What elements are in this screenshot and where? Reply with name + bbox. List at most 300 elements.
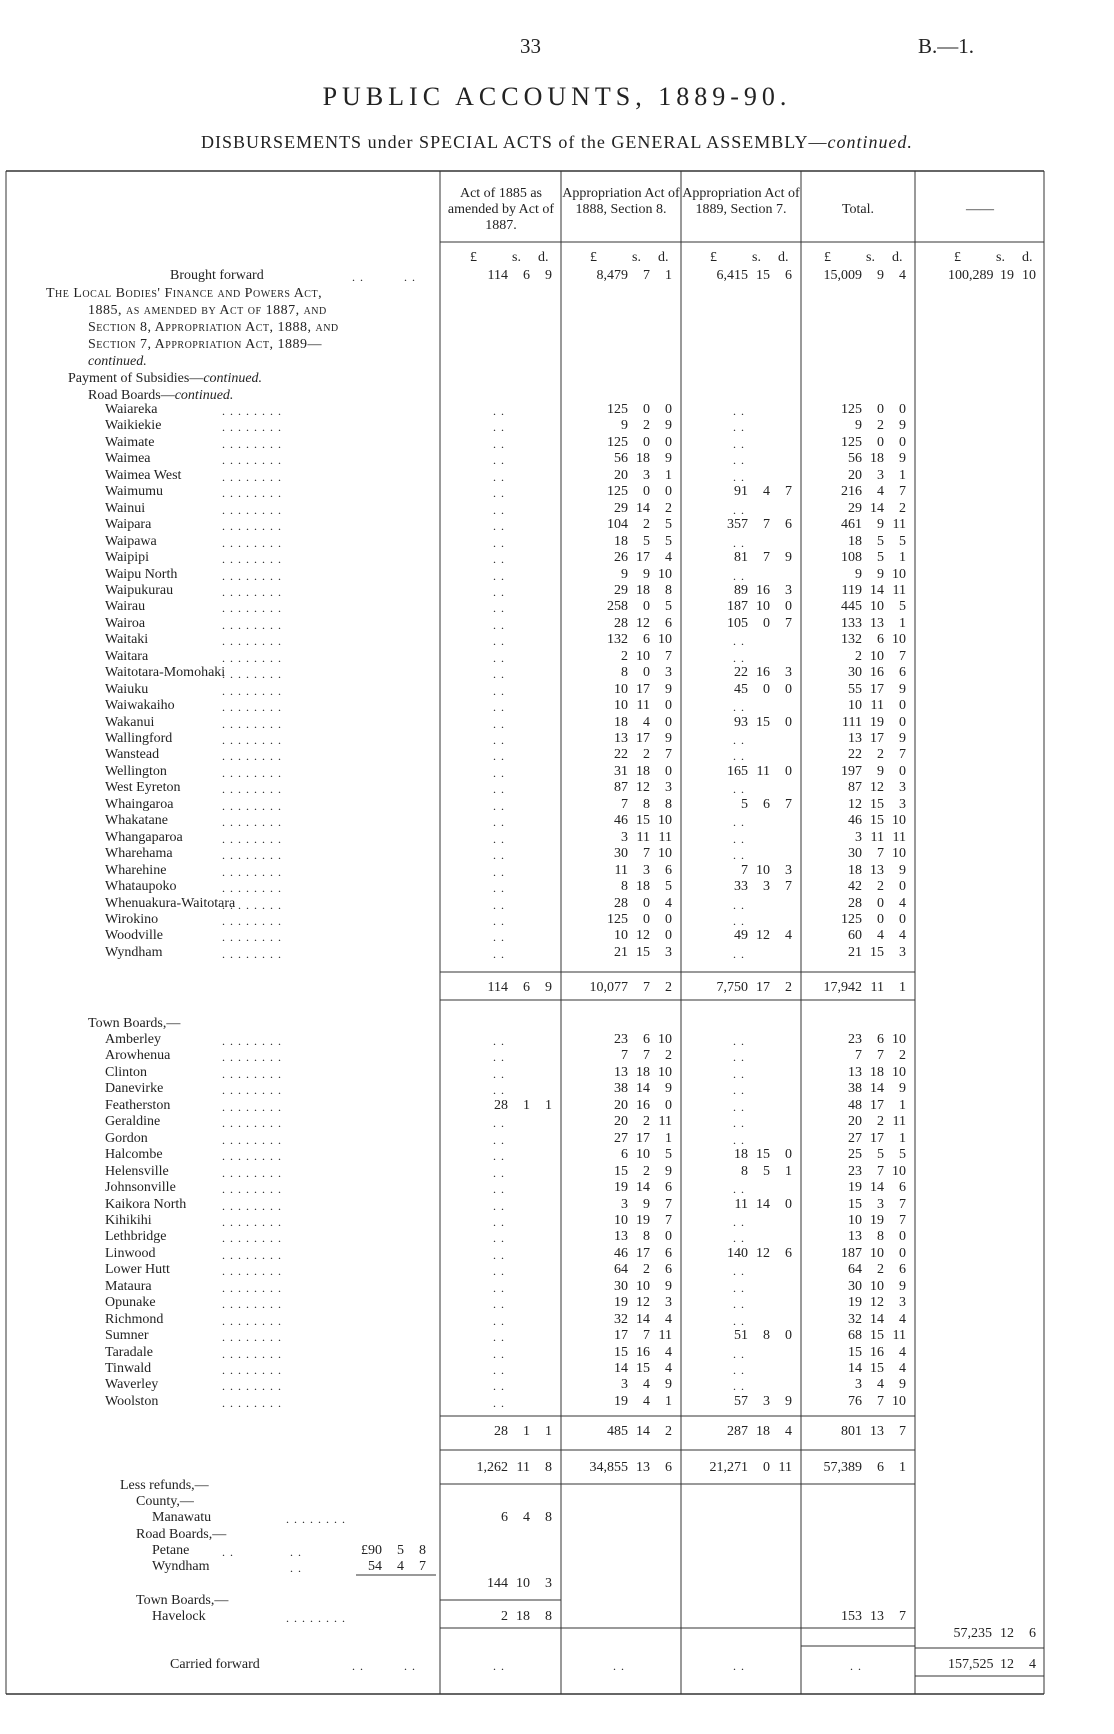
amount-shillings: 0	[643, 402, 650, 417]
amount-pence: 5	[665, 1147, 672, 1163]
amount-appropriation-1889	[704, 797, 792, 813]
amount-total	[818, 682, 906, 698]
amount-pence: 1	[665, 1130, 672, 1146]
board-name: Whangaparoa	[105, 829, 183, 845]
amount-appropriation-1888	[584, 1394, 672, 1410]
amount-appropriation-1889	[704, 484, 792, 500]
amount-pence: 10	[892, 846, 906, 862]
amount-appropriation-1888	[584, 534, 672, 550]
empty-cell-dots: . .	[733, 1280, 745, 1295]
amount-appropriation-1889	[704, 1164, 792, 1180]
amount-shillings: 3	[877, 1196, 884, 1212]
row-leader-dots: . . . . . . . .	[222, 519, 282, 534]
empty-cell-dots: . .	[493, 1198, 505, 1213]
amount-pounds: 7	[741, 862, 748, 878]
empty-cell-dots: . .	[493, 568, 505, 583]
column-header-act-1885: Act of 1885 as amended by Act of 1887.	[447, 186, 555, 233]
amount-shillings: 17	[636, 681, 650, 697]
amount-pence: 3	[665, 1295, 672, 1311]
board-name: Helensville	[105, 1163, 169, 1179]
carried-forward-amount	[948, 1657, 1036, 1673]
row-leader-dots: . . . . . . . .	[222, 601, 282, 616]
town-boards-refund-heading: Town Boards,—	[136, 1593, 229, 1608]
amount-shillings: 14	[756, 1196, 770, 1212]
amount-appropriation-1888	[584, 599, 672, 615]
amount-pounds: 19	[848, 1295, 862, 1311]
currency-pence-label: d.	[538, 250, 549, 265]
amount-shillings: 12	[756, 928, 770, 944]
amount-pence: 0	[665, 911, 672, 927]
amount-shillings: 11	[870, 829, 884, 845]
row-leader-dots: . . . . . . . .	[222, 881, 282, 896]
amount-pounds: 7,750	[716, 980, 748, 995]
refund-name: Petane	[152, 1543, 190, 1558]
amount-pounds: 93	[734, 714, 748, 730]
amount-total	[818, 945, 906, 961]
amount-pounds: 6	[501, 1510, 508, 1525]
amount-appropriation-1888	[584, 418, 672, 434]
amount-pounds: 13	[614, 1064, 628, 1080]
amount-total	[818, 912, 906, 928]
amount-appropriation-1889	[704, 682, 792, 698]
amount-pounds: 3	[621, 1377, 628, 1393]
amount-appropriation-1888	[584, 945, 672, 961]
board-name: Wainui	[105, 500, 146, 516]
empty-cell-dots: . .	[733, 1363, 745, 1377]
amount-pence: 0	[899, 434, 906, 450]
amount-pounds: 22	[734, 665, 748, 681]
amount-shillings: 12	[636, 928, 650, 944]
amount-shillings: 18	[636, 582, 650, 598]
amount-pence: 7	[899, 747, 906, 763]
amount-pounds: 32	[614, 1311, 628, 1327]
amount-total	[818, 649, 906, 665]
row-leader-dots: . . . . . . . .	[222, 1247, 282, 1262]
road-boards-subtotal	[464, 980, 552, 996]
amount-appropriation-1889	[704, 616, 792, 632]
amount-shillings: 4	[523, 1510, 530, 1525]
amount-appropriation-1889	[704, 863, 792, 879]
amount-shillings: 5	[877, 550, 884, 566]
empty-cell-dots: . .	[493, 1659, 505, 1673]
empty-cell-dots: . .	[733, 1034, 745, 1048]
empty-cell-dots: . .	[493, 584, 505, 599]
amount-pence: 0	[899, 911, 906, 927]
act-heading-continued: continued.	[88, 354, 147, 369]
refund-name: Havelock	[152, 1609, 206, 1624]
amount-shillings: 4	[643, 1393, 650, 1409]
amount-shillings: 4	[643, 1377, 650, 1393]
amount-appropriation-1889	[704, 1197, 792, 1213]
empty-cell-dots: . .	[733, 535, 745, 550]
page-subtitle: DISBURSEMENTS under SPECIAL ACTS of the GENERAL ASSEMBLY—continued.	[201, 132, 913, 152]
empty-cell-dots: . .	[733, 733, 745, 747]
amount-pounds: 30	[614, 846, 628, 862]
amount-pence: 7	[899, 1424, 906, 1439]
amount-shillings: 5	[763, 1163, 770, 1179]
amount-shillings: 0	[643, 484, 650, 500]
board-name: Amberley	[105, 1032, 161, 1047]
amount-shillings: 15	[870, 944, 884, 960]
amount-shillings: 4	[877, 1377, 884, 1393]
amount-pence: 9	[665, 1377, 672, 1393]
column-header-blank: ——	[966, 202, 994, 217]
amount-shillings: 6	[523, 268, 530, 283]
amount-shillings: 15	[756, 268, 770, 283]
amount-pounds: 17	[614, 1328, 628, 1344]
amount-pence: 9	[665, 1278, 672, 1294]
refund-sub-amount-petane	[338, 1543, 426, 1559]
amount-pence: 9	[899, 1081, 906, 1097]
empty-cell-dots: . .	[493, 535, 505, 550]
board-name: Wellington	[105, 763, 167, 779]
amount-shillings: 18	[516, 1609, 530, 1624]
empty-cell-dots: . .	[733, 1099, 745, 1114]
amount-pence: 0	[899, 1229, 906, 1245]
amount-pence: 0	[665, 434, 672, 450]
amount-shillings: 8	[643, 1229, 650, 1245]
empty-cell-dots: . .	[493, 1363, 505, 1377]
amount-shillings: 19	[870, 714, 884, 730]
amount-shillings: 7	[643, 980, 650, 995]
amount-part: 5	[397, 1543, 404, 1558]
amount-shillings: 6	[643, 1032, 650, 1047]
amount-pounds: 357	[727, 517, 748, 533]
amount-pence: 4	[899, 895, 906, 911]
amount-pence: 4	[899, 928, 906, 944]
board-name: Wallingford	[105, 731, 173, 746]
empty-cell-dots: . .	[493, 798, 505, 813]
continued-text: continued.	[203, 371, 263, 386]
empty-cell-dots: . .	[493, 601, 505, 616]
amount-pounds: 197	[841, 763, 862, 779]
amount-pence: 1	[899, 615, 906, 631]
empty-cell-dots: . .	[733, 1379, 745, 1394]
amount-shillings: 10	[870, 599, 884, 615]
amount-pounds: 6,415	[716, 268, 748, 283]
amount-appropriation-1888	[584, 665, 672, 681]
amount-pounds: 10	[614, 1212, 628, 1228]
empty-cell-dots: . .	[733, 1264, 745, 1279]
amount-pence: 3	[545, 1576, 552, 1591]
board-name: Gordon	[105, 1130, 148, 1146]
amount-pence: 0	[899, 879, 906, 895]
amount-appropriation-1888	[584, 698, 672, 714]
amount-pounds: 461	[841, 517, 862, 533]
board-name: Arowhenua	[105, 1048, 171, 1064]
amount-pence: 7	[785, 796, 792, 812]
amount-pence: 1	[665, 1393, 672, 1409]
empty-cell-dots: . .	[850, 1659, 862, 1673]
act-heading-line: 1885, as amended by Act of 1887, and	[88, 303, 327, 318]
empty-cell-dots: . .	[733, 634, 745, 649]
amount-shillings: 14	[636, 1180, 650, 1196]
amount-part: 54	[368, 1559, 382, 1574]
amount-pence: 7	[665, 1212, 672, 1228]
amount-pence: 10	[658, 1032, 672, 1047]
amount-shillings: 7	[877, 1393, 884, 1409]
row-leader-dots: . . . . . . . .	[222, 1346, 282, 1361]
amount-shillings: 19	[1000, 268, 1014, 283]
amount-shillings: 18	[636, 1064, 650, 1080]
amount-appropriation-1888	[584, 1065, 672, 1081]
amount-pence: 2	[899, 500, 906, 516]
board-name: Waipara	[105, 517, 152, 533]
amount-pence: 11	[658, 829, 672, 845]
page-title: PUBLIC ACCOUNTS, 1889-90.	[322, 82, 792, 111]
amount-pounds: 38	[848, 1081, 862, 1097]
amount-shillings: 15	[870, 796, 884, 812]
empty-cell-dots: . .	[493, 897, 505, 912]
amount-shillings: 15	[756, 1147, 770, 1163]
amount-pence: 6	[665, 862, 672, 878]
amount-pounds: 3	[855, 829, 862, 845]
amount-pounds: 125	[841, 911, 862, 927]
amount-pounds: 32	[848, 1311, 862, 1327]
amount-shillings: 17	[870, 681, 884, 697]
amount-appropriation-1888	[584, 879, 672, 895]
amount-shillings: 6	[523, 980, 530, 995]
empty-cell-dots: . .	[493, 420, 505, 435]
amount-pence: 9	[665, 681, 672, 697]
empty-cell-dots: . .	[493, 552, 505, 567]
amount-shillings: 7	[643, 268, 650, 283]
amount-pounds: 13	[848, 731, 862, 746]
amount-total	[818, 1180, 906, 1196]
row-leader-dots: . . . . . . . .	[222, 584, 282, 599]
empty-cell-dots: . .	[493, 1247, 505, 1262]
amount-shillings: 7	[643, 1048, 650, 1064]
refund-road-boards-total	[464, 1576, 552, 1592]
amount-part: 7	[419, 1559, 426, 1574]
amount-shillings: 6	[877, 632, 884, 648]
amount-appropriation-1888	[584, 912, 672, 928]
amount-shillings: 17	[636, 731, 650, 746]
amount-appropriation-1889	[704, 715, 792, 731]
amount-total	[818, 616, 906, 632]
board-name: Opunake	[105, 1295, 156, 1311]
amount-appropriation-1888	[584, 1295, 672, 1311]
amount-pence: 10	[658, 566, 672, 582]
amount-appropriation-1888	[584, 1081, 672, 1097]
amount-pence: 1	[899, 1460, 906, 1475]
amount-total	[818, 517, 906, 533]
empty-cell-dots: . .	[733, 1050, 745, 1065]
road-boards-heading-text: Road Boards—	[88, 388, 175, 403]
amount-shillings: 2	[643, 517, 650, 533]
amount-pounds: 5	[741, 796, 748, 812]
amount-appropriation-1888	[584, 1197, 672, 1213]
amount-shillings: 15	[870, 1361, 884, 1376]
amount-pounds: 132	[607, 632, 628, 648]
amount-appropriation-1888	[584, 1345, 672, 1361]
amount-pounds: 68	[848, 1328, 862, 1344]
carried-forward-label: Carried forward	[170, 1657, 260, 1672]
amount-pounds: 15	[848, 1196, 862, 1212]
act-heading-line: Section 7, Appropriation Act, 1889—	[88, 337, 322, 352]
amount-appropriation-1888	[584, 616, 672, 632]
amount-pounds: 20	[614, 467, 628, 483]
amount-pounds: 21,271	[709, 1460, 748, 1475]
amount-total	[818, 1032, 906, 1048]
amount-shillings: 7	[643, 1328, 650, 1344]
amount-pence: 3	[899, 944, 906, 960]
amount-shillings: 17	[870, 731, 884, 746]
amount-shillings: 7	[763, 517, 770, 533]
currency-shillings-label: s.	[752, 250, 761, 265]
empty-cell-dots: . .	[733, 1132, 745, 1147]
amount-shillings: 16	[636, 1097, 650, 1113]
amount-part: 4	[397, 1559, 404, 1574]
amount-pence: 9	[665, 1163, 672, 1179]
amount-appropriation-1888	[584, 896, 672, 912]
amount-appropriation-1888	[584, 632, 672, 648]
empty-cell-dots: . .	[733, 700, 745, 715]
amount-shillings: 11	[756, 763, 770, 779]
amount-pounds: 46	[848, 813, 862, 829]
amount-pounds: 14	[848, 1361, 862, 1376]
amount-pounds: 42	[848, 879, 862, 895]
row-leader-dots: . . . . . . . .	[222, 733, 282, 747]
amount-shillings: 15	[756, 714, 770, 730]
amount-shillings: 2	[643, 747, 650, 763]
amount-appropriation-1889	[704, 1246, 792, 1262]
amount-pounds: 60	[848, 928, 862, 944]
amount-shillings: 6	[877, 1032, 884, 1047]
amount-total	[818, 599, 906, 615]
board-name: Clinton	[105, 1064, 148, 1080]
amount-appropriation-1888	[584, 928, 672, 944]
refund-name: Manawatu	[152, 1510, 212, 1525]
amount-shillings: 16	[756, 582, 770, 598]
amount-total	[818, 1377, 906, 1393]
amount-pence: 4	[665, 550, 672, 566]
amount-pence: 3	[899, 1295, 906, 1311]
board-name: Waipawa	[105, 533, 157, 549]
row-leader-dots: . . . . . . . .	[222, 404, 282, 418]
amount-shillings: 10	[756, 599, 770, 615]
amount-total	[818, 1197, 906, 1213]
amount-pounds: 15	[848, 1344, 862, 1360]
amount-total	[818, 1213, 906, 1229]
amount-total	[818, 567, 906, 583]
board-name: Wyndham	[105, 944, 163, 960]
amount-shillings: 14	[636, 1424, 650, 1439]
leader-dots: . .	[352, 270, 364, 284]
amount-shillings: 16	[756, 665, 770, 681]
empty-cell-dots: . .	[493, 782, 505, 797]
amount-shillings: 13	[636, 1460, 650, 1475]
row-leader-dots: . . . . . . . .	[222, 798, 282, 813]
row-leader-dots: . . . . . . . .	[222, 617, 282, 632]
amount-total	[818, 1246, 906, 1262]
amount-shillings: 10	[516, 1576, 530, 1591]
leader-dots: . .	[404, 1659, 416, 1673]
amount-pence: 4	[785, 928, 792, 944]
amount-pence: 10	[658, 813, 672, 829]
amount-pounds: 10	[848, 698, 862, 714]
column-header-appropriation-1888: Appropriation Act of 1888, Section 8.	[562, 186, 680, 217]
empty-cell-dots: . .	[493, 831, 505, 846]
board-name: Wharehama	[105, 846, 173, 862]
amount-shillings: 17	[636, 550, 650, 566]
row-leader-dots: . . . . . . . .	[222, 1066, 282, 1081]
amount-shillings: 17	[870, 1130, 884, 1146]
empty-cell-dots: . .	[733, 1231, 745, 1246]
row-leader-dots: . . . . . . . .	[222, 716, 282, 731]
amount-shillings: 18	[636, 879, 650, 895]
amount-pence: 11	[892, 582, 906, 598]
board-name: Waipipi	[105, 550, 149, 566]
amount-pounds: 13	[614, 731, 628, 746]
amount-total	[818, 863, 906, 879]
amount-appropriation-1888	[584, 1180, 672, 1196]
amount-pounds: 125	[607, 911, 628, 927]
road-boards-refund-heading: Road Boards,—	[136, 1527, 227, 1542]
amount-pounds: 165	[727, 763, 748, 779]
amount-shillings: 14	[870, 582, 884, 598]
amount-pounds: 48	[848, 1097, 862, 1113]
amount-appropriation-1889	[704, 583, 792, 599]
amount-shillings: 11	[870, 698, 884, 714]
amount-pence: 6	[899, 665, 906, 681]
amount-pounds: 119	[841, 582, 862, 598]
board-name: Waimea	[105, 451, 151, 467]
amount-appropriation-1888	[584, 567, 672, 583]
amount-shillings: 5	[643, 533, 650, 549]
amount-shillings: 16	[870, 1344, 884, 1360]
amount-pounds: 19	[614, 1393, 628, 1409]
amount-total	[818, 1295, 906, 1311]
amount-pence: 10	[1022, 268, 1036, 283]
row-leader-dots: . . . . . . . .	[222, 469, 282, 484]
amount-shillings: 0	[643, 599, 650, 615]
amount-total	[818, 665, 906, 681]
amount-pounds: 19	[614, 1180, 628, 1196]
empty-cell-dots: . .	[493, 946, 505, 961]
amount-pence: 0	[665, 763, 672, 779]
empty-cell-dots: . .	[493, 1132, 505, 1147]
amount-pence: 0	[899, 1245, 906, 1261]
brought-forward-label: Brought forward	[170, 268, 264, 283]
amount-pence: 3	[785, 862, 792, 878]
empty-cell-dots: . .	[493, 1313, 505, 1328]
amount-pence: 10	[658, 1064, 672, 1080]
row-leader-dots: . . . . . . . .	[222, 765, 282, 780]
amount-shillings: 9	[877, 566, 884, 582]
row-leader-dots: . . . . . . . .	[222, 700, 282, 715]
amount-pence: 1	[545, 1424, 552, 1439]
amount-pence: 1	[785, 1163, 792, 1179]
board-name: Lower Hutt	[105, 1262, 170, 1278]
amount-shillings: 15	[636, 813, 650, 829]
board-name: Waimea West	[105, 467, 182, 483]
amount-pounds: 144	[487, 1576, 508, 1591]
empty-cell-dots: . .	[733, 1346, 745, 1361]
amount-total	[818, 896, 906, 912]
amount-appropriation-1888	[584, 1147, 672, 1163]
amount-total	[818, 1279, 906, 1295]
amount-appropriation-1888	[584, 1262, 672, 1278]
amount-appropriation-1888	[584, 1048, 672, 1064]
amount-pounds: 104	[607, 517, 628, 533]
amount-pence: 0	[665, 698, 672, 714]
amount-pence: 8	[545, 1609, 552, 1624]
amount-pence: 0	[899, 714, 906, 730]
amount-pounds: 57,389	[823, 1460, 862, 1475]
amount-pounds: 287	[727, 1424, 748, 1439]
amount-appropriation-1888	[584, 517, 672, 533]
